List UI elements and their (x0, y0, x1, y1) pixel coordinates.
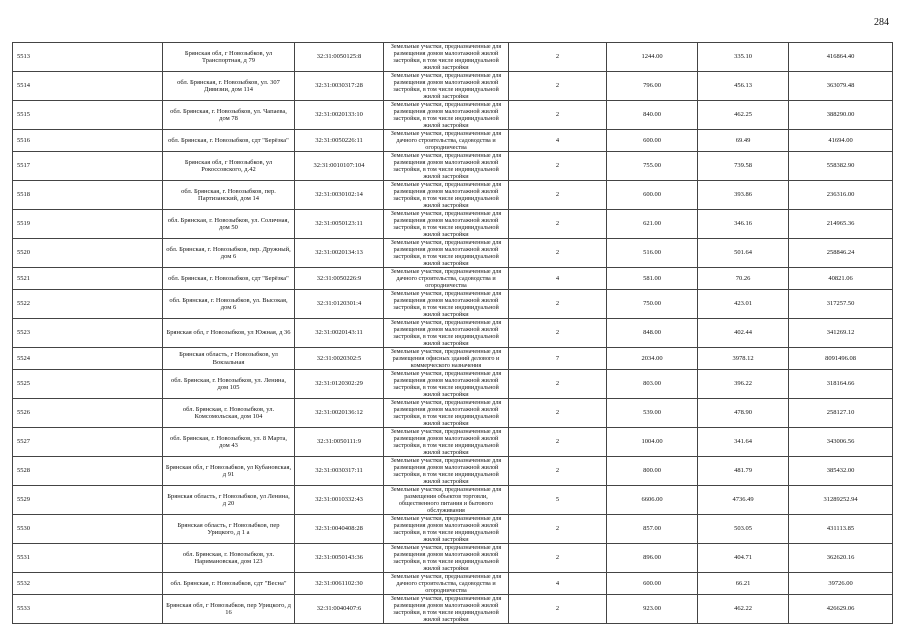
cadastral-number-cell: 32:31:0030317:28 (295, 72, 384, 101)
area-cell: 600.00 (607, 181, 698, 210)
cadastral-number-cell: 32:31:0020302:5 (295, 348, 384, 370)
table-row (13, 43, 893, 72)
address-cell: Брянская обл, г Новозыбков, ул Транспортная, д 79 (163, 43, 295, 72)
cadastral-number-cell: 32:31:0050123:11 (295, 210, 384, 239)
cadastral-number-cell: 32:31:0040407:6 (295, 595, 384, 624)
table-body (13, 43, 893, 624)
use-group-code-cell: 4 (509, 268, 607, 290)
row-number: 5516 (13, 130, 163, 152)
cadastral-value-cell: 416864.40 (789, 43, 893, 72)
address-cell: обл. Брянская, г. Новозыбков, ул. Соличная, дом 50 (163, 210, 295, 239)
area-cell: 755.00 (607, 152, 698, 181)
table-row (13, 457, 893, 486)
permitted-use-cell: Земельные участки, предназначенные для размещения домов малоэтажной жилой застройки, в том числе индивидуальной жилой застройки (384, 152, 509, 181)
use-group-code-cell: 2 (509, 43, 607, 72)
table-row (13, 428, 893, 457)
area-cell: 621.00 (607, 210, 698, 239)
area-cell: 600.00 (607, 130, 698, 152)
row-number: 5532 (13, 573, 163, 595)
area-cell: 2034.00 (607, 348, 698, 370)
specific-value-cell: 462.25 (698, 101, 789, 130)
row-number: 5533 (13, 595, 163, 624)
specific-value-cell: 69.49 (698, 130, 789, 152)
use-group-code-cell: 2 (509, 319, 607, 348)
specific-value-cell: 396.22 (698, 370, 789, 399)
table-row (13, 573, 893, 595)
cadastral-value-cell: 318164.66 (789, 370, 893, 399)
table-row (13, 210, 893, 239)
area-cell: 796.00 (607, 72, 698, 101)
specific-value-cell: 402.44 (698, 319, 789, 348)
use-group-code-cell: 2 (509, 239, 607, 268)
area-cell: 539.00 (607, 399, 698, 428)
address-cell: обл. Брянская, г. Новозыбков, ул. Комсомольская, дом 104 (163, 399, 295, 428)
row-number: 5523 (13, 319, 163, 348)
area-cell: 6606.00 (607, 486, 698, 515)
specific-value-cell: 393.86 (698, 181, 789, 210)
table-row (13, 152, 893, 181)
use-group-code-cell: 2 (509, 370, 607, 399)
table-row (13, 72, 893, 101)
use-group-code-cell: 2 (509, 457, 607, 486)
row-number: 5513 (13, 43, 163, 72)
address-cell: обл. Брянская, г. Новозыбков, ул. 307 Дивизии, дом 114 (163, 72, 295, 101)
permitted-use-cell: Земельные участки, предназначенные для размещения объектов торговли, общественного питания и бытового обслуживания (384, 486, 509, 515)
address-cell: Брянская обл, г Новозыбков, пер Урицкого, д 16 (163, 595, 295, 624)
area-cell: 803.00 (607, 370, 698, 399)
address-cell: обл. Брянская, г. Новозыбков, сдт "Весна" (163, 573, 295, 595)
address-cell: обл. Брянская, г. Новозыбков, пер. Партизанский, дом 14 (163, 181, 295, 210)
specific-value-cell: 335.10 (698, 43, 789, 72)
cadastral-number-cell: 32:31:0050226:11 (295, 130, 384, 152)
use-group-code-cell: 5 (509, 486, 607, 515)
address-cell: обл. Брянская, г. Новозыбков, ул. Высокая, дом 6 (163, 290, 295, 319)
cadastral-value-cell: 431113.85 (789, 515, 893, 544)
use-group-code-cell: 2 (509, 290, 607, 319)
specific-value-cell: 70.26 (698, 268, 789, 290)
permitted-use-cell: Земельные участки, предназначенные для размещения домов малоэтажной жилой застройки, в том числе индивидуальной жилой застройки (384, 595, 509, 624)
area-cell: 1004.00 (607, 428, 698, 457)
cadastral-number-cell: 32:31:0030317:11 (295, 457, 384, 486)
row-number: 5519 (13, 210, 163, 239)
cadastral-value-table (12, 42, 893, 624)
cadastral-number-cell: 32:31:0050111:9 (295, 428, 384, 457)
permitted-use-cell: Земельные участки, предназначенные для размещения домов малоэтажной жилой застройки, в том числе индивидуальной жилой застройки (384, 43, 509, 72)
address-cell: Брянская область, г Новозыбков, ул Вокзальная (163, 348, 295, 370)
row-number: 5517 (13, 152, 163, 181)
use-group-code-cell: 2 (509, 181, 607, 210)
cadastral-value-cell: 214965.36 (789, 210, 893, 239)
cadastral-value-cell: 41694.00 (789, 130, 893, 152)
cadastral-value-cell: 363079.48 (789, 72, 893, 101)
row-number: 5526 (13, 399, 163, 428)
specific-value-cell: 3978.12 (698, 348, 789, 370)
address-cell: Брянская обл, г Новозыбков, ул Южная, д 36 (163, 319, 295, 348)
specific-value-cell: 341.64 (698, 428, 789, 457)
use-group-code-cell: 2 (509, 595, 607, 624)
specific-value-cell: 478.90 (698, 399, 789, 428)
address-cell: обл. Брянская, г. Новозыбков, ул. Наримановская, дом 123 (163, 544, 295, 573)
cadastral-value-cell: 39726.00 (789, 573, 893, 595)
use-group-code-cell: 2 (509, 515, 607, 544)
table-row (13, 319, 893, 348)
use-group-code-cell: 2 (509, 72, 607, 101)
use-group-code-cell: 2 (509, 210, 607, 239)
address-cell: обл. Брянская, г. Новозыбков, ул. Ленина, дом 105 (163, 370, 295, 399)
row-number: 5518 (13, 181, 163, 210)
cadastral-value-cell: 236316.00 (789, 181, 893, 210)
area-cell: 896.00 (607, 544, 698, 573)
use-group-code-cell: 2 (509, 399, 607, 428)
address-cell: Брянская область, г Новозыбков, ул Ленина, д 20 (163, 486, 295, 515)
row-number: 5524 (13, 348, 163, 370)
permitted-use-cell: Земельные участки, предназначенные для размещения домов малоэтажной жилой застройки, в том числе индивидуальной жилой застройки (384, 319, 509, 348)
permitted-use-cell: Земельные участки, предназначенные для размещения домов малоэтажной жилой застройки, в том числе индивидуальной жилой застройки (384, 370, 509, 399)
address-cell: обл. Брянская, г. Новозыбков, пер. Дружный, дом 6 (163, 239, 295, 268)
permitted-use-cell: Земельные участки, предназначенные для размещения домов малоэтажной жилой застройки, в том числе индивидуальной жилой застройки (384, 72, 509, 101)
specific-value-cell: 481.79 (698, 457, 789, 486)
use-group-code-cell: 2 (509, 152, 607, 181)
permitted-use-cell: Земельные участки, предназначенные для размещения домов малоэтажной жилой застройки, в том числе индивидуальной жилой застройки (384, 101, 509, 130)
cadastral-value-cell: 558382.90 (789, 152, 893, 181)
row-number: 5521 (13, 268, 163, 290)
cadastral-number-cell: 32:31:0020143:11 (295, 319, 384, 348)
table-row (13, 595, 893, 624)
row-number: 5529 (13, 486, 163, 515)
use-group-code-cell: 4 (509, 130, 607, 152)
use-group-code-cell: 7 (509, 348, 607, 370)
address-cell: Брянская область, г Новозыбков, пер Урицкого, д 1 а (163, 515, 295, 544)
permitted-use-cell: Земельные участки, предназначенные для размещения офисных зданий делового и коммерческого назначения (384, 348, 509, 370)
cadastral-value-cell: 388290.00 (789, 101, 893, 130)
area-cell: 600.00 (607, 573, 698, 595)
permitted-use-cell: Земельные участки, предназначенные для размещения домов малоэтажной жилой застройки, в том числе индивидуальной жилой застройки (384, 399, 509, 428)
specific-value-cell: 503.05 (698, 515, 789, 544)
permitted-use-cell: Земельные участки, предназначенные для дачного строительства, садоводства и огородничества (384, 268, 509, 290)
cadastral-number-cell: 32:31:0010107:104 (295, 152, 384, 181)
cadastral-number-cell: 32:31:0020136:12 (295, 399, 384, 428)
cadastral-value-cell: 31289252.94 (789, 486, 893, 515)
permitted-use-cell: Земельные участки, предназначенные для дачного строительства, садоводства и огородничества (384, 130, 509, 152)
area-cell: 848.00 (607, 319, 698, 348)
specific-value-cell: 462.22 (698, 595, 789, 624)
row-number: 5525 (13, 370, 163, 399)
table-row (13, 181, 893, 210)
area-cell: 857.00 (607, 515, 698, 544)
table-row (13, 348, 893, 370)
area-cell: 750.00 (607, 290, 698, 319)
permitted-use-cell: Земельные участки, предназначенные для размещения домов малоэтажной жилой застройки, в том числе индивидуальной жилой застройки (384, 457, 509, 486)
area-cell: 1244.00 (607, 43, 698, 72)
table-row (13, 101, 893, 130)
table-row (13, 399, 893, 428)
cadastral-value-cell: 258127.10 (789, 399, 893, 428)
row-number: 5530 (13, 515, 163, 544)
table-row (13, 268, 893, 290)
address-cell: обл. Брянская, г. Новозыбков, сдт "Берёзка" (163, 268, 295, 290)
table-row (13, 239, 893, 268)
table-row (13, 370, 893, 399)
permitted-use-cell: Земельные участки, предназначенные для дачного строительства, садоводства и огородничества (384, 573, 509, 595)
cadastral-value-cell: 317257.50 (789, 290, 893, 319)
address-cell: обл. Брянская, г. Новозыбков, сдт "Берёзка" (163, 130, 295, 152)
row-number: 5520 (13, 239, 163, 268)
table-row (13, 130, 893, 152)
row-number: 5528 (13, 457, 163, 486)
cadastral-number-cell: 32:31:0020134:13 (295, 239, 384, 268)
address-cell: Брянская обл, г Новозыбков, ул Рокоссовского, д.42 (163, 152, 295, 181)
row-number: 5527 (13, 428, 163, 457)
table-row (13, 544, 893, 573)
row-number: 5522 (13, 290, 163, 319)
table-row (13, 515, 893, 544)
row-number: 5515 (13, 101, 163, 130)
row-number: 5514 (13, 72, 163, 101)
address-cell: Брянская обл, г Новозыбков, ул Кубановская, д 91 (163, 457, 295, 486)
specific-value-cell: 66.21 (698, 573, 789, 595)
permitted-use-cell: Земельные участки, предназначенные для размещения домов малоэтажной жилой застройки, в том числе индивидуальной жилой застройки (384, 544, 509, 573)
cadastral-number-cell: 32:31:0120302:29 (295, 370, 384, 399)
page-number: 284 (874, 17, 889, 28)
cadastral-value-cell: 8091496.08 (789, 348, 893, 370)
cadastral-number-cell: 32:31:0061102:30 (295, 573, 384, 595)
permitted-use-cell: Земельные участки, предназначенные для размещения домов малоэтажной жилой застройки, в том числе индивидуальной жилой застройки (384, 428, 509, 457)
specific-value-cell: 4736.49 (698, 486, 789, 515)
cadastral-number-cell: 32:31:0050125:8 (295, 43, 384, 72)
permitted-use-cell: Земельные участки, предназначенные для размещения домов малоэтажной жилой застройки, в том числе индивидуальной жилой застройки (384, 210, 509, 239)
cadastral-number-cell: 32:31:0030102:14 (295, 181, 384, 210)
cadastral-value-cell: 258846.24 (789, 239, 893, 268)
cadastral-number-cell: 32:31:0050143:36 (295, 544, 384, 573)
specific-value-cell: 501.64 (698, 239, 789, 268)
permitted-use-cell: Земельные участки, предназначенные для размещения домов малоэтажной жилой застройки, в том числе индивидуальной жилой застройки (384, 515, 509, 544)
address-cell: обл. Брянская, г. Новозыбков, ул. 8 Марта, дом 43 (163, 428, 295, 457)
cadastral-value-cell: 385432.00 (789, 457, 893, 486)
cadastral-number-cell: 32:31:0020133:10 (295, 101, 384, 130)
cadastral-value-cell: 40821.06 (789, 268, 893, 290)
use-group-code-cell: 4 (509, 573, 607, 595)
specific-value-cell: 423.01 (698, 290, 789, 319)
specific-value-cell: 346.16 (698, 210, 789, 239)
specific-value-cell: 456.13 (698, 72, 789, 101)
cadastral-number-cell: 32:31:0050226:9 (295, 268, 384, 290)
specific-value-cell: 739.58 (698, 152, 789, 181)
cadastral-number-cell: 32:31:0010332:43 (295, 486, 384, 515)
row-number: 5531 (13, 544, 163, 573)
specific-value-cell: 404.71 (698, 544, 789, 573)
cadastral-value-cell: 343006.56 (789, 428, 893, 457)
area-cell: 516.00 (607, 239, 698, 268)
permitted-use-cell: Земельные участки, предназначенные для размещения домов малоэтажной жилой застройки, в том числе индивидуальной жилой застройки (384, 181, 509, 210)
cadastral-number-cell: 32:31:0120301:4 (295, 290, 384, 319)
address-cell: обл. Брянская, г. Новозыбков, ул. Чапаева, дом 78 (163, 101, 295, 130)
cadastral-value-cell: 426629.06 (789, 595, 893, 624)
cadastral-value-cell: 362620.16 (789, 544, 893, 573)
area-cell: 581.00 (607, 268, 698, 290)
table-row (13, 486, 893, 515)
permitted-use-cell: Земельные участки, предназначенные для размещения домов малоэтажной жилой застройки, в том числе индивидуальной жилой застройки (384, 290, 509, 319)
cadastral-value-cell: 341269.12 (789, 319, 893, 348)
use-group-code-cell: 2 (509, 544, 607, 573)
use-group-code-cell: 2 (509, 428, 607, 457)
cadastral-number-cell: 32:31:0040408:28 (295, 515, 384, 544)
permitted-use-cell: Земельные участки, предназначенные для размещения домов малоэтажной жилой застройки, в том числе индивидуальной жилой застройки (384, 239, 509, 268)
area-cell: 840.00 (607, 101, 698, 130)
area-cell: 923.00 (607, 595, 698, 624)
use-group-code-cell: 2 (509, 101, 607, 130)
area-cell: 800.00 (607, 457, 698, 486)
table-row (13, 290, 893, 319)
